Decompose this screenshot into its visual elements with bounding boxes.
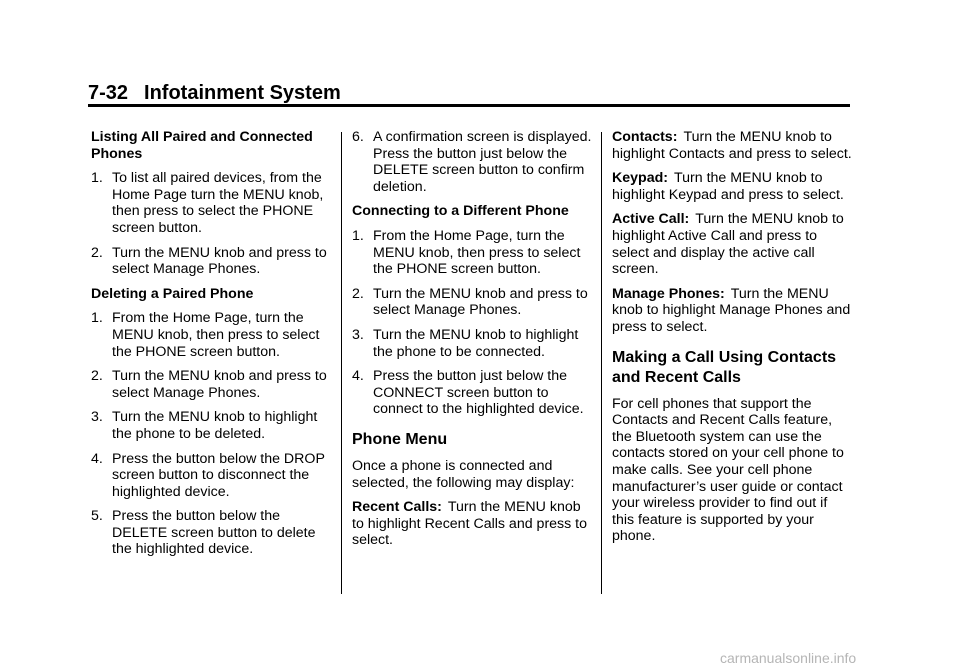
list-item bbox=[91, 508, 331, 558]
menu-item-contacts bbox=[612, 129, 852, 162]
step-number: 4. bbox=[352, 368, 364, 385]
step-text: Turn the MENU knob to highlight the phone to be deleted. bbox=[112, 409, 318, 442]
term-label: Keypad: bbox=[612, 170, 668, 187]
term-label: Manage Phones: bbox=[612, 285, 725, 302]
page-number: 7-32 bbox=[88, 82, 129, 104]
column-2 bbox=[352, 129, 592, 557]
menu-item-manage-phones bbox=[612, 286, 852, 336]
list-item bbox=[91, 170, 331, 236]
step-text: Turn the MENU knob to highlight the phone to be connected. bbox=[373, 326, 579, 360]
watermark: carmanualsonline.info bbox=[720, 650, 857, 666]
section-title-making-call: Making a Call Using Contacts and Recent Calls bbox=[612, 348, 837, 386]
making-call-body: For cell phones that support the Contacts and Recent Calls feature, the Bluetooth system can use the contacts stored on your cell phone to make calls. See your cell phone manufacturer’s user guide or contact your wireless provider to find out if this feature is supported by your phone. bbox=[612, 395, 844, 545]
term-label: Recent Calls: bbox=[352, 499, 442, 516]
step-number: 1. bbox=[91, 310, 103, 327]
deleting-steps-continued bbox=[352, 129, 592, 195]
step-number: 3. bbox=[91, 409, 103, 426]
list-item bbox=[352, 228, 592, 278]
menu-item-active-call bbox=[612, 211, 852, 277]
subheading-connecting-phone: Connecting to a Different Phone bbox=[352, 203, 569, 220]
page-header bbox=[88, 80, 850, 106]
step-number: 1. bbox=[352, 227, 364, 244]
step-number: 3. bbox=[352, 326, 364, 343]
step-number: 1. bbox=[91, 170, 103, 187]
step-number: 2. bbox=[91, 244, 103, 261]
step-text: Press the button below the DELETE screen button to delete the highlighted device. bbox=[112, 508, 316, 558]
list-item bbox=[352, 286, 592, 319]
step-number: 2. bbox=[352, 285, 364, 302]
section-title-phone-menu: Phone Menu bbox=[352, 430, 448, 448]
step-text: Turn the MENU knob and press to select Manage Phones. bbox=[112, 244, 327, 278]
list-item bbox=[352, 368, 592, 418]
header-text bbox=[88, 80, 850, 106]
subheading-deleting-phone: Deleting a Paired Phone bbox=[91, 285, 254, 302]
list-item bbox=[352, 327, 592, 360]
subheading-listing-phones: Listing All Paired and Connected Phones bbox=[91, 129, 313, 162]
step-text: From the Home Page, turn the MENU knob, then press to select the PHONE screen button. bbox=[112, 310, 320, 360]
connecting-steps bbox=[352, 228, 592, 418]
chapter-title: Infotainment System bbox=[144, 82, 341, 104]
step-text: To list all paired devices, from the Home Page turn the MENU knob, then press to select the PHONE screen button. bbox=[112, 170, 324, 236]
step-text: Turn the MENU knob and press to select Manage Phones. bbox=[112, 368, 327, 401]
term-description: Turn the MENU knob to highlight Recent Calls and press to select. bbox=[352, 499, 588, 549]
step-text: A confirmation screen is displayed. Press the button just below the DELETE screen button to confirm deletion. bbox=[373, 129, 592, 195]
column-divider-1 bbox=[341, 132, 342, 594]
list-item bbox=[91, 451, 331, 501]
column-1 bbox=[91, 129, 331, 566]
header-rule bbox=[88, 104, 850, 107]
step-number: 5. bbox=[91, 508, 103, 525]
step-text: Press the button just below the CONNECT screen button to connect to the highlighted device. bbox=[373, 368, 584, 418]
term-description: Turn the MENU knob to highlight Manage Phones and press to select. bbox=[612, 285, 851, 335]
list-item bbox=[91, 409, 331, 442]
step-text: Press the button below the DROP screen button to disconnect the highlighted device. bbox=[112, 450, 325, 500]
term-description: Turn the MENU knob to highlight Keypad and press to select. bbox=[612, 170, 844, 203]
column-divider-2 bbox=[601, 132, 602, 594]
list-item bbox=[91, 245, 331, 278]
menu-item-keypad bbox=[612, 170, 852, 203]
step-number: 2. bbox=[91, 368, 103, 385]
deleting-steps bbox=[91, 310, 331, 558]
list-item bbox=[352, 129, 592, 195]
phone-menu-intro: Once a phone is connected and selected, the following may display: bbox=[352, 457, 575, 491]
step-text: Turn the MENU knob and press to select Manage Phones. bbox=[373, 285, 588, 319]
step-text: From the Home Page, turn the MENU knob, then press to select the PHONE screen button. bbox=[373, 227, 581, 278]
step-number: 4. bbox=[91, 450, 103, 467]
term-description: Turn the MENU knob to highlight Contacts and press to select. bbox=[612, 129, 852, 162]
term-description: Turn the MENU knob to highlight Active Call and press to select and display the active call screen. bbox=[612, 211, 844, 278]
term-label: Active Call: bbox=[612, 211, 690, 228]
step-number: 6. bbox=[352, 129, 364, 145]
list-item bbox=[91, 368, 331, 401]
list-item bbox=[91, 310, 331, 360]
column-3 bbox=[612, 129, 852, 553]
recent-calls-item bbox=[352, 499, 592, 549]
listing-steps bbox=[91, 170, 331, 278]
term-label: Contacts: bbox=[612, 129, 678, 145]
